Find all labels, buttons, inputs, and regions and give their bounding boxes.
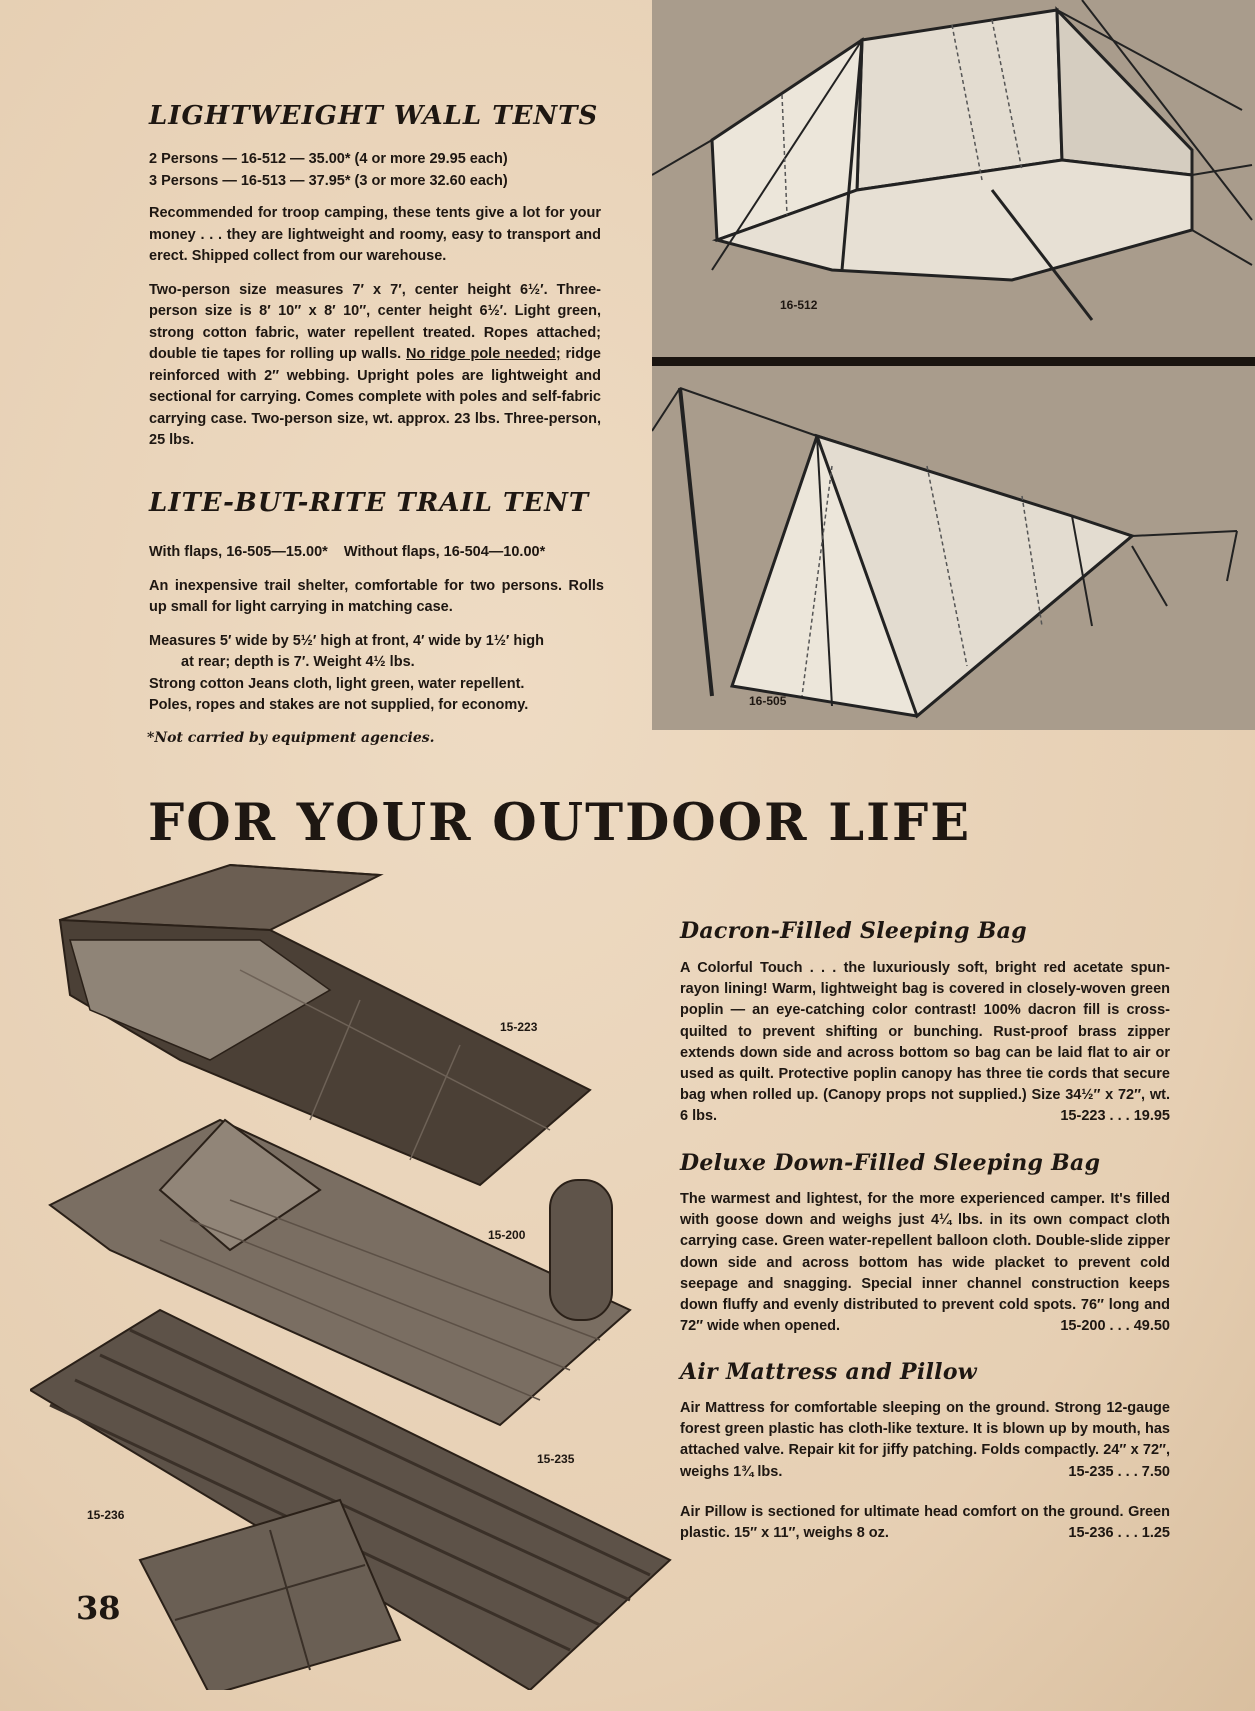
trail-tent-desc-2b: at rear; depth is 7′. Weight 4½ lbs. <box>181 654 415 670</box>
dacron-bag-price: 15-223 . . . 19.95 <box>1060 1108 1170 1125</box>
air-pillow-price: 15-236 . . . 1.25 <box>1068 1525 1170 1542</box>
down-bag-lead: The warmest and lightest, <box>680 1191 863 1207</box>
dacron-bag-heading: Dacron-Filled Sleeping Bag <box>680 918 1027 944</box>
down-bag-body <box>680 1189 1170 1337</box>
wall-tents-price-2: 3 Persons — 16-513 — 37.95* (3 or more 32.60 each) <box>149 172 508 189</box>
sleeping-gear-drawing <box>30 860 690 1690</box>
section-title: FOR YOUR OUTDOOR LIFE <box>148 793 972 853</box>
air-pillow-image-label: 15-236 <box>87 1508 125 1522</box>
dacron-bag-image-label: 15-223 <box>500 1020 538 1034</box>
wall-tents-desc-2-text: Two-person size measures 7′ x 7′, center height 6½′. Three-person size is 8′ 10″ x 8′ 10″, center height 6½′. Light green, strong cotton fabric, water repellent treated. Ropes attached; double tie tapes for rolling up walls. <box>149 281 601 362</box>
dacron-bag-lead: A Colorful Touch <box>680 960 803 976</box>
trail-tent-photo <box>652 366 1255 730</box>
not-carried-note: *Not carried by equipment agencies. <box>147 730 435 746</box>
wall-tents-no-ridge: No ridge pole needed; <box>406 346 561 362</box>
trail-tent-heading: LITE-BUT-RITE TRAIL TENT <box>149 488 590 518</box>
trail-tent-desc-4: Poles, ropes and stakes are not supplied, for economy. <box>149 697 529 713</box>
down-bag-heading: Deluxe Down-Filled Sleeping Bag <box>680 1150 1101 1176</box>
photo-divider <box>652 357 1255 366</box>
down-bag-price: 15-200 . . . 49.50 <box>1060 1318 1170 1335</box>
trail-tent-image-label: 16-505 <box>749 694 787 708</box>
trail-tent-desc-1: An inexpensive trail shelter, comfortable for two persons. Rolls up small for light carrying in matching case. <box>149 577 604 615</box>
dacron-bag-text: . . . the luxuriously soft, bright red acetate spun-rayon lining! Warm, lightweight bag is covered in closely-woven green poplin — an eye-catching color contrast! 100% dacron fill is cross-quilted to prevent shifting or bunching. Rust-proof brass zipper extends down side and across bottom so bag can be laid flat to air or used as quilt. Protective poplin canopy has three tie cords that secure bag when rolled up. (Canopy props not supplied.) Size 34½″ x 72″, wt. 6 lbs. <box>680 960 1170 1125</box>
wall-tents-desc-3: ridge reinforced with 2″ webbing. Upright poles are lightweight and sectional for carrying. Comes complete with poles and self-fabric carrying case. Two-person size, wt. approx. 23 lbs. Three-person, 25 lbs. <box>149 346 601 448</box>
air-mattress-lead: Air Mattress <box>680 1400 765 1416</box>
wall-tents-heading: LIGHTWEIGHT WALL TENTS <box>149 101 599 131</box>
wall-tent-drawing <box>652 0 1255 357</box>
wall-tent-photo <box>652 0 1255 357</box>
down-bag-image-label: 15-200 <box>488 1228 526 1242</box>
wall-tent-image-label: 16-512 <box>780 298 818 312</box>
air-pillow-body <box>680 1502 1170 1544</box>
air-mattress-image-label: 15-235 <box>537 1452 575 1466</box>
wall-tents-desc-2 <box>149 280 601 452</box>
trail-tent-body <box>149 542 604 717</box>
wall-tents-body <box>149 149 601 452</box>
wall-tents-desc-1: Recommended for troop camping, these tents give a lot for your money . . . they are lightweight and roomy, easy to transport and erect. Shipped collect from our warehouse. <box>149 205 601 264</box>
trail-tent-price: With flaps, 16-505—15.00* Without flaps, 16-504—10.00* <box>149 544 546 560</box>
air-mattress-heading: Air Mattress and Pillow <box>680 1359 978 1385</box>
air-mattress-text: for comfortable sleeping on the ground. Strong 12-gauge forest green plastic has cloth-like texture. It is blown up by mouth, has attached valve. Repair kit for jiffy patching. Folds compactly. 24″ x 72″, weighs 1¾ lbs. <box>680 1400 1170 1480</box>
trail-tent-desc-2a: Measures 5′ wide by 5½′ high at front, 4′ wide by 1½′ high <box>149 632 545 649</box>
air-pillow-text: is sectioned for ultimate head comfort on the ground. Green plastic. 15″ x 11″, weighs 8 oz. <box>680 1504 1170 1542</box>
air-mattress-price: 15-235 . . . 7.50 <box>1068 1463 1170 1480</box>
air-pillow-lead: Air Pillow <box>680 1504 747 1520</box>
air-mattress-body <box>680 1398 1170 1483</box>
page-number: 38 <box>76 1589 121 1627</box>
dacron-bag-body <box>680 958 1170 1128</box>
wall-tents-price-1: 2 Persons — 16-512 — 35.00* (4 or more 29.95 each) <box>149 151 508 167</box>
trail-tent-drawing <box>652 366 1255 730</box>
trail-tent-desc-3: Strong cotton Jeans cloth, light green, water repellent. <box>149 675 525 692</box>
down-bag-text: for the more experienced camper. It's filled with goose down and weighs just 4¼ lbs. in its own compact cloth carrying case. Green water-repellent balloon cloth. Double-slide zipper down side and across bottom has wide placket to prevent cold seepage and snagging. Special inner channel construction keeps down fluffy and evenly distributed to prevent cold spots. 76″ long and 72″ wide when opened. <box>680 1191 1170 1335</box>
